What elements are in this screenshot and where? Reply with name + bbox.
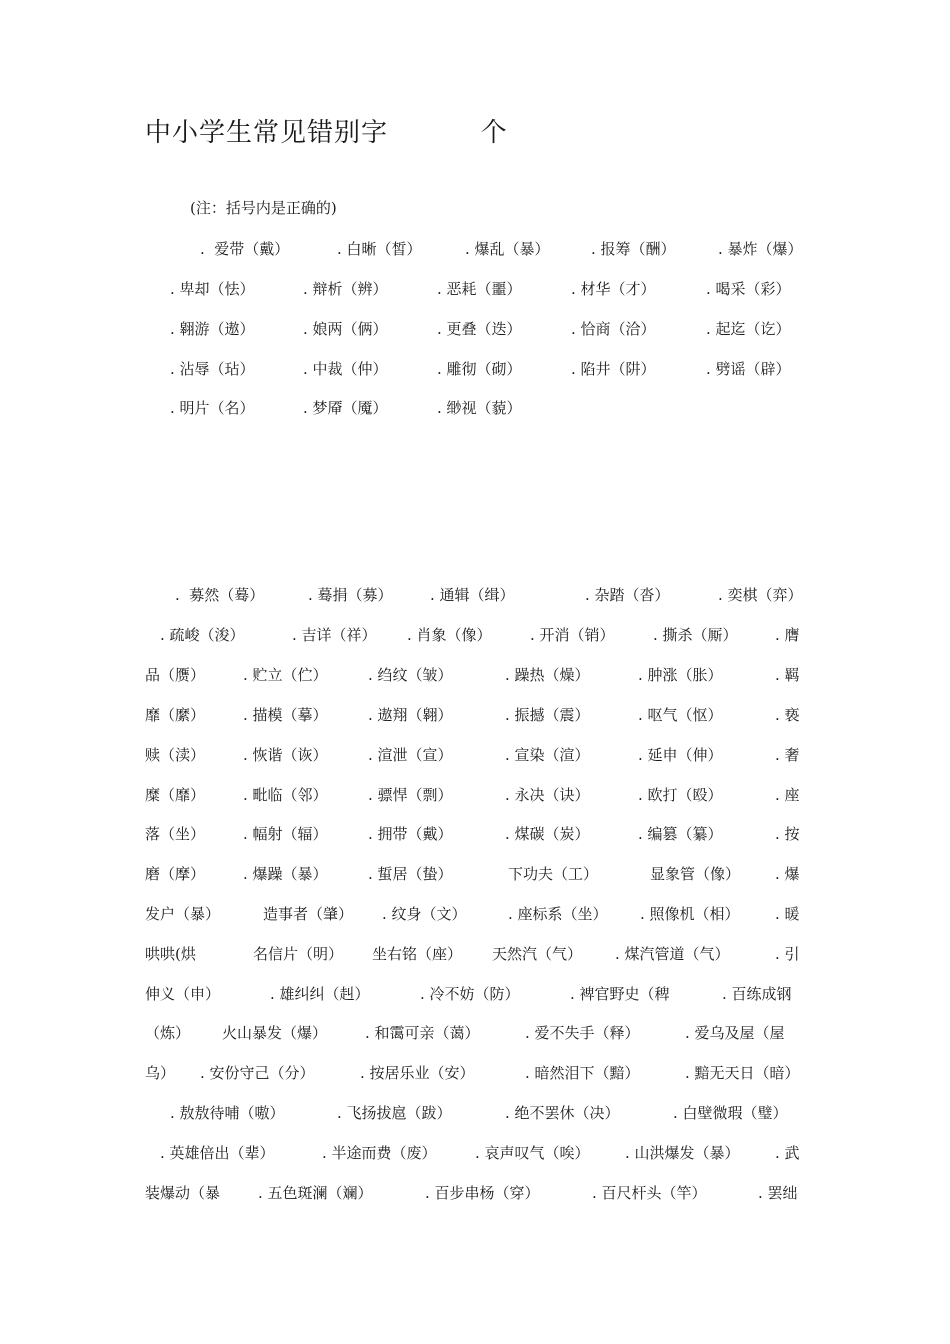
section2-entry: . 恢谐（诙） [243,746,328,764]
section2-entry: . 煤汽管道（气） [615,945,730,963]
section1-entry: . 更叠（迭） [437,320,522,338]
section2-entry: . 永决（诀） [505,786,590,804]
section1-entry: . 材华（才） [571,280,656,298]
section2-entry: . 拥带（戴） [368,825,453,843]
section2-entry: . 遨翔（翱） [368,706,453,724]
section2-entry: . 敖敖待哺（嗷） [170,1104,285,1122]
section2-entry: . 爱乌及屋（屋 [685,1024,785,1042]
section1-row [0,278,950,300]
section1-entry: . 恰商（洽） [571,320,656,338]
section1-row [0,358,950,380]
section2-entry: . 羁 [775,666,800,684]
section1-row [0,318,950,340]
section2-entry: . 肿涨（胀） [638,666,723,684]
section2-entry: . 百尺杆头（竿） [592,1184,707,1202]
section2-entry: . 撕杀（厮） [653,626,738,644]
section2-row [0,624,950,646]
section2-row [0,1022,950,1044]
section2-row [0,1142,950,1164]
section2-entry: . 照像机（相） [640,905,740,923]
section1-entry: . 卑却（怯） [170,280,255,298]
section2-entry: 赎（渎） [145,746,206,764]
section2-entry: . 膺 [775,626,800,644]
section2-entry: . 欧打（殴） [638,786,723,804]
note-text: (注：括号内是正确的) [190,199,337,217]
section2-entry: 落（坐） [145,825,206,843]
section2-entry: . 裨官野史（稗 [570,985,670,1003]
section1-entry: . 辩析（辨） [303,280,388,298]
section1-row [0,397,950,419]
section2-entry: 品（赝） [145,666,206,684]
section2-entry: 火山暴发（爆） [222,1024,328,1042]
section2-row [0,744,950,766]
section2-row [0,943,950,965]
section2-entry: . 飞扬拔扈（跋） [337,1104,452,1122]
section2-entry: . 暗然泪下（黯） [525,1064,640,1082]
section2-entry: . 爆躁（暴） [243,865,328,883]
section2-entry: . 杂踏（沓） [585,586,670,604]
section2-row [0,983,950,1005]
section2-entry: . 呕气（怄） [638,706,723,724]
section2-entry: . 骠悍（剽） [368,786,453,804]
section2-entry: 乌） [145,1064,176,1082]
section2-entry: . 开消（销） [530,626,615,644]
section1-entry: . 劈谣（辟） [706,360,791,378]
section2-entry: 下功夫（工） [508,865,599,883]
section2-entry: . 幅射（辐） [243,825,328,843]
section2-entry: 名信片（明） [253,945,344,963]
section2-entry: 伸义（申） [145,985,221,1003]
section1-entry: . 暴炸（爆） [718,240,803,258]
section2-entry: 糜（靡） [145,786,206,804]
section2-entry: . 蜇居（蛰） [368,865,453,883]
section2-row [0,664,950,686]
section2-entry: . 纹身（文） [382,905,467,923]
section2-entry: . 爱不失手（释） [525,1024,640,1042]
section2-entry: . 座标系（坐） [508,905,608,923]
section2-row [0,1102,950,1124]
section2-entry: . 奕棋（弈） [718,586,803,604]
section2-entry: . 躁热（燥） [505,666,590,684]
page-title: 中小学生常见错别字 个 [145,118,508,148]
section2-entry: 显象管（像） [650,865,741,883]
section2-entry: 哄哄(烘 [145,945,196,963]
section2-entry: . 百步串杨（穿） [425,1184,540,1202]
section2-entry: . 肖象（像） [407,626,492,644]
section2-entry: . 百练成钢 [722,985,792,1003]
section2-entry: . 白壁微瑕（璧） [673,1104,788,1122]
section1-entry: . 翱游（遨） [170,320,255,338]
section1-entry: . 恶耗（噩） [437,280,522,298]
section2-entry: 靡（縻） [145,706,206,724]
section2-entry: . 英雄倍出（辈） [160,1144,275,1162]
section2-entry: . 渲泄（宣） [368,746,453,764]
section2-row [0,704,950,726]
section2-entry: . 和霭可亲（蔼） [365,1024,480,1042]
section2-entry: 磨（摩） [145,865,206,883]
section1-entry: . 报筹（酬） [591,240,676,258]
section2-entry: . 吉详（祥） [292,626,377,644]
section2-entry: 发户（暴） [145,905,221,923]
section2-entry: . 按 [775,825,800,843]
section2-entry: . 疏峻（浚） [160,626,245,644]
section1-entry: . 沾辱（玷） [170,360,255,378]
section2-entry: 装爆动（暴 [145,1184,221,1202]
section2-entry: . 编篡（纂） [638,825,723,843]
section1-entry: . 陷井（阱） [571,360,656,378]
section1-entry: . 中裁（仲） [303,360,388,378]
section1-row [0,238,950,260]
section2-entry: . 山洪爆发（暴） [625,1144,740,1162]
section2-entry: . 座 [775,786,800,804]
section2-entry: . 宣染（渲） [505,746,590,764]
section2-entry: . 黯无天日（暗） [685,1064,800,1082]
section2-entry: . 募然（蓦） [175,586,265,604]
section2-row [0,584,950,606]
section2-entry: . 罢绌 [758,1184,798,1202]
section1-entry: . 梦厣（魇） [303,399,388,417]
section2-entry: . 冷不妨（防） [420,985,520,1003]
section2-entry: . 五色斑澜（斓） [258,1184,373,1202]
section2-row [0,1182,950,1204]
section1-entry: . 起迄（讫） [706,320,791,338]
section2-row [0,823,950,845]
section2-entry: . 半途而费（废） [322,1144,437,1162]
section2-entry: . 爆 [775,865,800,883]
section1-entry: . 娘两（俩） [303,320,388,338]
section2-entry: . 绉纹（皱） [368,666,453,684]
section1-entry: . 明片（名） [170,399,255,417]
section2-entry: . 绝不罢休（决） [505,1104,620,1122]
section1-entry: . 爆乱（暴） [465,240,550,258]
section2-entry: . 暖 [775,905,800,923]
section2-entry: . 贮立（伫） [243,666,328,684]
section2-row [0,784,950,806]
section2-entry: 天然汽（气） [492,945,583,963]
section2-entry: . 蓦捐（募） [308,586,393,604]
section2-entry: . 亵 [775,706,800,724]
section2-entry: . 振撼（震） [505,706,590,724]
section2-entry: . 延申（伸） [638,746,723,764]
section2-entry: . 毗临（邻） [243,786,328,804]
section2-entry: . 按居乐业（安） [360,1064,475,1082]
section2-row [0,903,950,925]
section1-entry: . 缈视（藐） [437,399,522,417]
section2-entry: . 通辑（缉） [430,586,515,604]
section2-entry: 坐右铭（座） [372,945,463,963]
section2-entry: . 煤碳（炭） [505,825,590,843]
section2-entry: . 雄纠纠（赳） [270,985,370,1003]
section2-entry: （炼） [145,1024,191,1042]
section1-entry: . 喝采（彩） [706,280,791,298]
section2-entry: 造事者（肇） [263,905,354,923]
section2-entry: . 奢 [775,746,800,764]
section2-entry: . 安份守己（分） [200,1064,315,1082]
section2-row [0,1062,950,1084]
section2-entry: . 引 [775,945,800,963]
section1-entry: . 爱带（戴） [200,240,290,258]
section1-entry: . 白晰（皙） [337,240,422,258]
section1-entry: . 雕彻（砌） [437,360,522,378]
section2-entry: . 哀声叹气（唉） [475,1144,590,1162]
section2-entry: . 描模（摹） [243,706,328,724]
section2-row [0,863,950,885]
section2-entry: . 武 [775,1144,800,1162]
